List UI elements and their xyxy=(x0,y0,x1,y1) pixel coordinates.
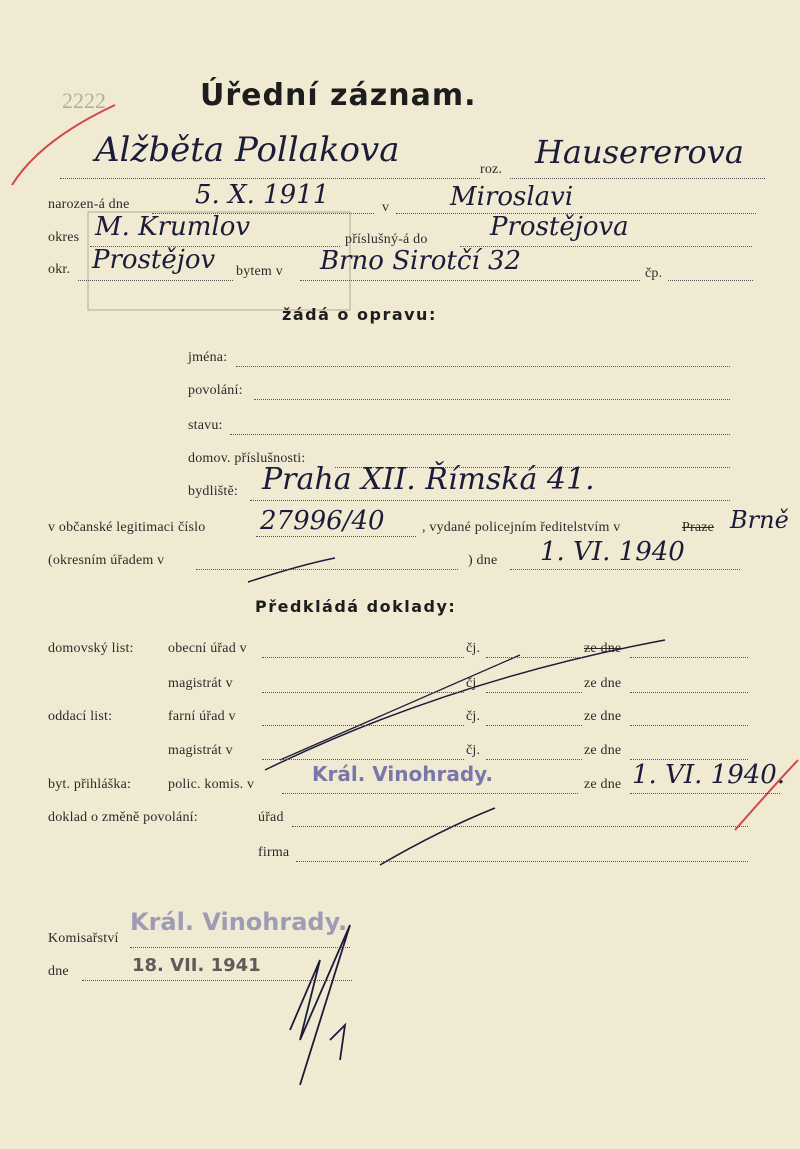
ze-dne-3: ze dne xyxy=(584,709,622,724)
domicile-label: domov. příslušnosti: xyxy=(188,451,306,466)
cj-3: čj. xyxy=(466,709,481,724)
names-label: jména: xyxy=(188,350,228,365)
status-label: stavu: xyxy=(188,418,223,433)
maiden-name-hand: Hausererova xyxy=(535,133,744,171)
ze-dne-2: ze dne xyxy=(584,676,622,691)
lives-label: bytem v xyxy=(236,264,283,279)
legitimation-date-hand: 1. VI. 1940 xyxy=(540,537,685,567)
date-stamp: 18. VII. 1941 xyxy=(132,955,261,976)
district-office-label: (okresním úřadem v xyxy=(48,553,165,568)
legitimation-label: v občanské legitimaci číslo xyxy=(48,520,206,535)
roz-label: roz. xyxy=(480,162,503,177)
ze-dne-1: ze dne xyxy=(584,641,622,656)
okr-hand: Prostějov xyxy=(92,245,216,275)
legitimation-date-label: ) dne xyxy=(468,553,498,568)
police-stamp: Král. Vinohrady. xyxy=(312,762,493,786)
belongs-hand: Prostějova xyxy=(490,212,629,242)
marriage-label: oddací list: xyxy=(48,709,113,724)
home-list-label: domovský list: xyxy=(48,641,134,656)
belongs-label: příslušný-á do xyxy=(345,232,428,247)
born-label: narozen-á dne xyxy=(48,197,130,212)
documents-heading: Předkládá doklady: xyxy=(255,597,457,616)
magistrat-label-1: magistrát v xyxy=(168,676,233,691)
name-hand: Alžběta Pollakova xyxy=(95,130,400,170)
occupation-change-label: doklad o změně povolání: xyxy=(48,810,198,825)
district-hand: M. Krumlov xyxy=(95,212,251,242)
registration-label: byt. přihláška: xyxy=(48,777,132,792)
born-date-hand: 5. X. 1911 xyxy=(195,180,330,210)
stroke-diag-change xyxy=(380,808,495,865)
magistrat-label-2: magistrát v xyxy=(168,743,233,758)
born-in-label: v xyxy=(382,200,390,215)
office-label: úřad xyxy=(258,810,284,825)
page-title: Úřední záznam. xyxy=(200,78,477,113)
registration-date-hand: 1. VI. 1940. xyxy=(632,760,786,790)
municipal-label: obecní úřad v xyxy=(168,641,247,656)
corner-number: 2222 xyxy=(62,88,106,113)
district-label: okres xyxy=(48,230,80,245)
issued-label: , vydané policejním ředitelstvím v xyxy=(422,520,621,535)
born-place-hand: Miroslavi xyxy=(450,182,574,212)
request-heading: žádá o opravu: xyxy=(282,305,437,324)
company-label: firma xyxy=(258,845,290,860)
ze-dne-4: ze dne xyxy=(584,743,622,758)
cj-1: čj. xyxy=(466,641,481,656)
lives-hand: Brno Sirotčí 32 xyxy=(320,246,522,276)
police-label: polic. komis. v xyxy=(168,777,255,792)
residence-hand: Praha XII. Římská 41. xyxy=(262,462,595,497)
residence-label: bydliště: xyxy=(188,484,239,499)
issued-struck: Praze xyxy=(682,520,715,535)
stroke-dash-okresni xyxy=(248,558,335,582)
ze-dne-5: ze dne xyxy=(584,777,622,792)
cp-label: čp. xyxy=(645,266,663,281)
commissariat-stamp: Král. Vinohrady. xyxy=(130,908,348,936)
date-label: dne xyxy=(48,964,69,979)
cj-2: čj. xyxy=(466,676,481,691)
okr-label: okr. xyxy=(48,262,71,277)
commissariat-label: Komisařství xyxy=(48,931,119,946)
cj-4: čj. xyxy=(466,743,481,758)
stroke-diag-docs-2 xyxy=(280,655,520,760)
parish-label: farní úřad v xyxy=(168,709,236,724)
legitimation-number-hand: 27996/40 xyxy=(260,506,385,536)
occupation-label: povolání: xyxy=(188,383,243,398)
issued-hand: Brně xyxy=(730,506,789,534)
